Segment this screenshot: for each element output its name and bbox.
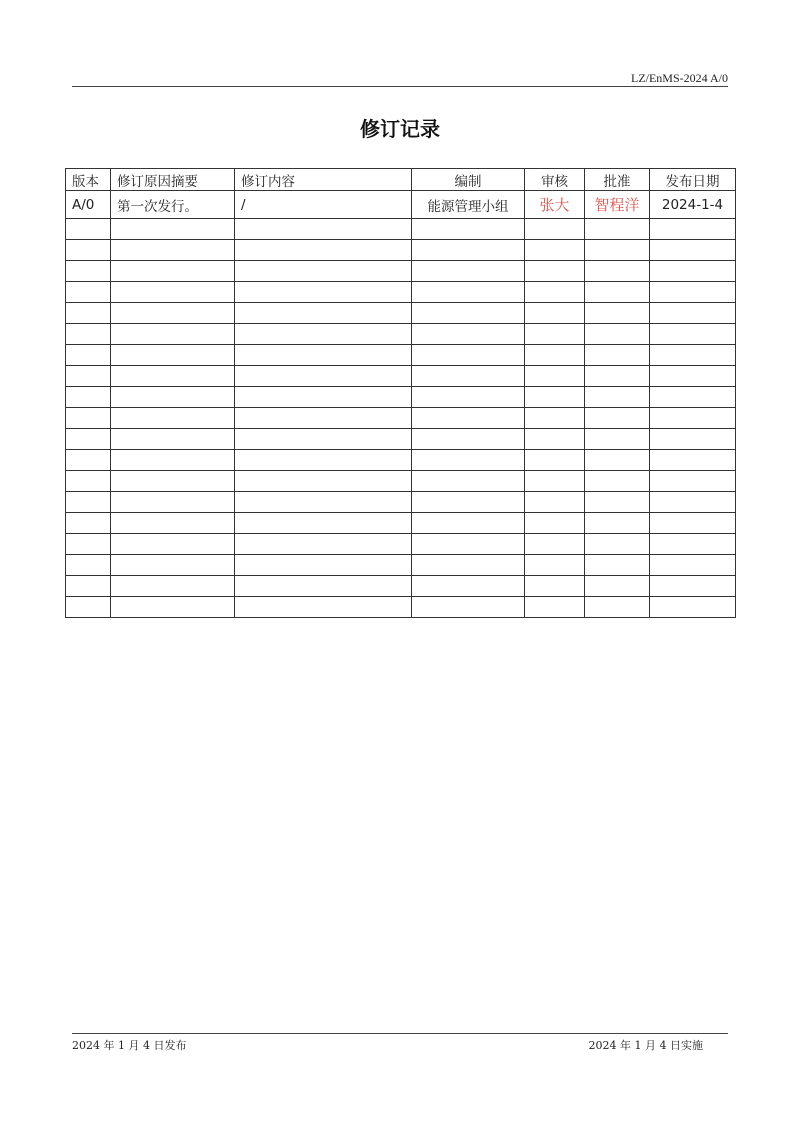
table-row-empty [66,324,736,345]
table-cell-empty [111,303,235,324]
table-row-empty [66,282,736,303]
table-cell-empty [66,219,111,240]
table-cell-empty [111,345,235,366]
revision-table [65,168,736,618]
table-cell-empty [412,450,525,471]
table-cell-empty [412,303,525,324]
table-cell-empty [525,492,585,513]
cell-release-date: 2024-1-4 [650,191,736,219]
table-cell-empty [585,219,650,240]
table-cell-empty [66,324,111,345]
table-cell-empty [412,261,525,282]
table-cell-empty [235,429,412,450]
table-cell-empty [235,450,412,471]
table-cell-empty [412,240,525,261]
col-header-version: 版本 [66,169,111,191]
table-cell-empty [525,555,585,576]
table-cell-empty [525,345,585,366]
table-cell-empty [525,471,585,492]
table-cell-empty [111,534,235,555]
table-header-row [66,169,736,191]
table-cell-empty [585,429,650,450]
table-cell-empty [111,513,235,534]
table-cell-empty [650,324,736,345]
table-cell-empty [525,261,585,282]
table-cell-empty [235,597,412,618]
table-row [66,191,736,219]
table-cell-empty [525,303,585,324]
table-cell-empty [66,450,111,471]
table-cell-empty [235,513,412,534]
cell-version: A/0 [66,191,111,219]
table-row-empty [66,450,736,471]
cell-content: / [235,191,412,219]
table-cell-empty [525,597,585,618]
table-cell-empty [650,345,736,366]
table-cell-empty [650,492,736,513]
table-cell-empty [412,576,525,597]
header-rule [72,86,728,87]
table-cell-empty [412,345,525,366]
issue-date: 2024 年 1 月 4 日发布 [72,1039,187,1052]
table-cell-empty [525,240,585,261]
table-cell-empty [412,387,525,408]
table-cell-empty [585,471,650,492]
table-cell-empty [235,240,412,261]
table-cell-empty [585,534,650,555]
table-cell-empty [412,555,525,576]
table-cell-empty [66,282,111,303]
col-header-reviewed-by: 审核 [525,169,585,191]
table-cell-empty [66,240,111,261]
col-header-prepared-by: 编制 [412,169,525,191]
table-row-empty [66,408,736,429]
table-row-empty [66,471,736,492]
table-cell-empty [650,555,736,576]
table-cell-empty [412,597,525,618]
table-cell-empty [412,429,525,450]
table-cell-empty [650,303,736,324]
table-row-empty [66,219,736,240]
table-cell-empty [66,555,111,576]
table-cell-empty [412,324,525,345]
cell-approved-by-signature: 智程洋 [585,191,650,219]
table-cell-empty [111,576,235,597]
col-header-reason: 修订原因摘要 [111,169,235,191]
table-cell-empty [525,219,585,240]
table-cell-empty [585,492,650,513]
table-row-empty [66,345,736,366]
table-cell-empty [111,240,235,261]
table-cell-empty [412,513,525,534]
table-cell-empty [111,471,235,492]
table-cell-empty [650,219,736,240]
table-row-empty [66,303,736,324]
table-cell-empty [585,576,650,597]
table-cell-empty [650,261,736,282]
cell-prepared-by: 能源管理小组 [412,191,525,219]
table-cell-empty [111,597,235,618]
table-cell-empty [66,429,111,450]
table-row-empty [66,555,736,576]
table-cell-empty [111,366,235,387]
table-cell-empty [650,429,736,450]
table-cell-empty [585,450,650,471]
table-cell-empty [66,387,111,408]
table-cell-empty [412,471,525,492]
table-cell-empty [412,534,525,555]
table-cell-empty [585,513,650,534]
table-row-empty [66,240,736,261]
effective-date: 2024 年 1 月 4 日实施 [588,1039,703,1052]
table-cell-empty [525,408,585,429]
table-cell-empty [235,282,412,303]
page-title: 修订记录 [360,117,440,141]
table-cell-empty [525,282,585,303]
table-cell-empty [111,324,235,345]
table-cell-empty [412,219,525,240]
table-cell-empty [525,450,585,471]
table-row-empty [66,366,736,387]
table-cell-empty [66,303,111,324]
table-cell-empty [650,576,736,597]
table-cell-empty [525,366,585,387]
table-cell-empty [111,429,235,450]
col-header-release-date: 发布日期 [650,169,736,191]
table-cell-empty [235,366,412,387]
table-cell-empty [650,471,736,492]
table-cell-empty [585,555,650,576]
table-cell-empty [585,597,650,618]
footer-rule [72,1033,728,1034]
table-row-empty [66,576,736,597]
table-cell-empty [525,387,585,408]
table-cell-empty [66,534,111,555]
table-cell-empty [111,450,235,471]
table-cell-empty [235,261,412,282]
table-cell-empty [650,408,736,429]
table-cell-empty [66,345,111,366]
col-header-approved-by: 批准 [585,169,650,191]
table-row-empty [66,261,736,282]
table-cell-empty [525,429,585,450]
table-cell-empty [585,345,650,366]
table-cell-empty [111,282,235,303]
table-cell-empty [235,576,412,597]
table-cell-empty [66,366,111,387]
table-cell-empty [66,492,111,513]
table-cell-empty [650,513,736,534]
table-row-empty [66,492,736,513]
table-cell-empty [412,408,525,429]
table-cell-empty [235,387,412,408]
table-row-empty [66,429,736,450]
table-cell-empty [66,408,111,429]
table-cell-empty [111,492,235,513]
table-cell-empty [66,471,111,492]
table-cell-empty [66,261,111,282]
table-cell-empty [650,597,736,618]
table-cell-empty [412,492,525,513]
table-cell-empty [650,282,736,303]
table-cell-empty [585,261,650,282]
table-cell-empty [585,282,650,303]
table-cell-empty [585,408,650,429]
table-cell-empty [412,282,525,303]
table-cell-empty [66,576,111,597]
cell-reviewed-by-signature: 张大 [525,191,585,219]
table-cell-empty [412,366,525,387]
table-row-empty [66,534,736,555]
table-cell-empty [650,450,736,471]
table-cell-empty [650,387,736,408]
table-cell-empty [66,513,111,534]
table-cell-empty [66,597,111,618]
document-code: LZ/EnMS-2024 A/0 [630,71,728,85]
table-cell-empty [585,387,650,408]
table-cell-empty [585,366,650,387]
table-cell-empty [235,345,412,366]
table-cell-empty [235,408,412,429]
table-cell-empty [235,534,412,555]
table-cell-empty [235,219,412,240]
table-cell-empty [650,240,736,261]
table-cell-empty [525,513,585,534]
table-cell-empty [585,240,650,261]
table-cell-empty [650,534,736,555]
table-cell-empty [235,555,412,576]
table-cell-empty [585,303,650,324]
table-cell-empty [111,261,235,282]
table-cell-empty [525,324,585,345]
table-cell-empty [111,387,235,408]
table-cell-empty [111,219,235,240]
table-cell-empty [525,534,585,555]
table-row-empty [66,387,736,408]
col-header-content: 修订内容 [235,169,412,191]
table-cell-empty [111,408,235,429]
table-row-empty [66,597,736,618]
table-cell-empty [235,471,412,492]
table-cell-empty [111,555,235,576]
table-cell-empty [585,324,650,345]
table-cell-empty [235,324,412,345]
table-cell-empty [650,366,736,387]
table-cell-empty [525,576,585,597]
table-row-empty [66,513,736,534]
cell-reason: 第一次发行。 [111,191,235,219]
table-cell-empty [235,303,412,324]
table-cell-empty [235,492,412,513]
